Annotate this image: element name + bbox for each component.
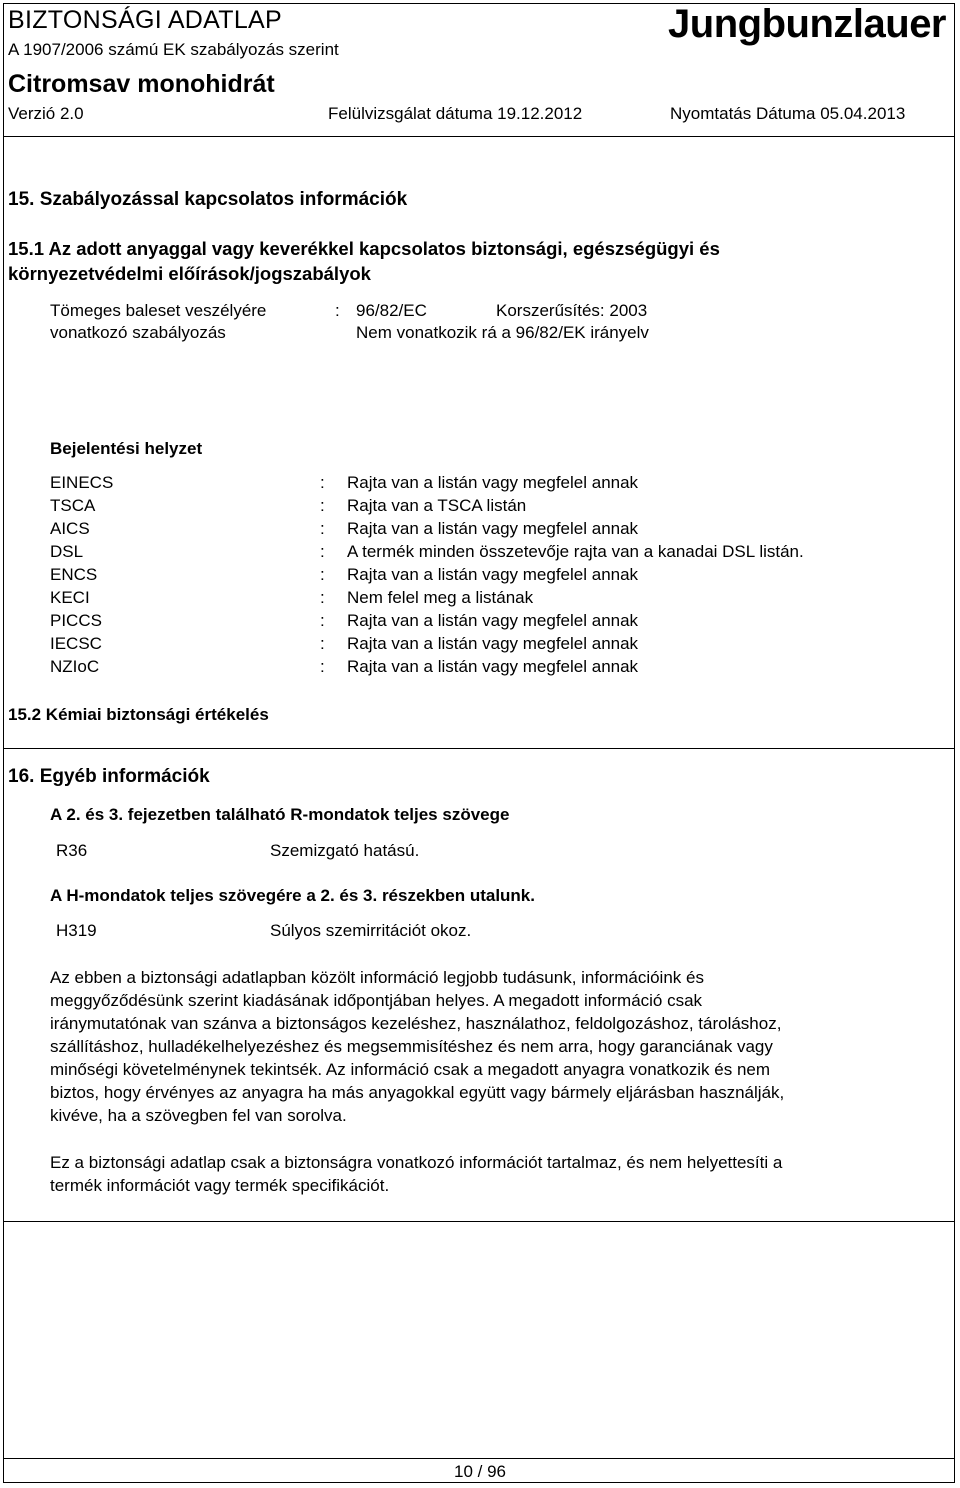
inventory-name: IECSC <box>50 634 102 653</box>
header-divider <box>3 136 955 137</box>
scope-note-line: termék információt vagy termék specifikációt. <box>50 1176 390 1195</box>
inventory-colon: : <box>320 611 325 630</box>
inventory-name: PICCS <box>50 611 102 630</box>
inventory-name: EINECS <box>50 473 114 492</box>
content-end-divider <box>3 1221 955 1222</box>
disclaimer-line: kivéve, ha a szövegben fel van sorolva. <box>50 1106 347 1125</box>
print-date: Nyomtatás Dátuma 05.04.2013 <box>670 104 906 123</box>
brand-logo: Jungbunzlauer <box>668 2 946 46</box>
inventory-name: ENCS <box>50 565 98 584</box>
section-16-title: 16. Egyéb információk <box>8 766 210 787</box>
inventory-status: Rajta van a listán vagy megfelel annak <box>347 657 639 676</box>
inventory-colon: : <box>320 542 325 561</box>
section-15-1-line2: környezetvédelmi előírások/jogszabályok <box>8 263 371 284</box>
inventory-status: Rajta van a listán vagy megfelel annak <box>347 634 639 653</box>
h-code: H319 <box>56 921 97 940</box>
notification-title: Bejelentési helyzet <box>50 439 203 458</box>
footer-divider <box>3 1458 955 1459</box>
inventory-status: Rajta van a listán vagy megfelel annak <box>347 565 639 584</box>
inventory-status: Rajta van a listán vagy megfelel annak <box>347 519 639 538</box>
disclaimer-line: biztos, hogy érvényes az anyagra ha más anyagokkal együtt vagy bármely eljárásban használják, <box>50 1083 785 1102</box>
inventory-colon: : <box>320 496 325 515</box>
inventory-colon: : <box>320 473 325 492</box>
document-title: BIZTONSÁGI ADATLAP <box>8 6 282 34</box>
scope-note-line: Ez a biztonsági adatlap csak a biztonságra vonatkozó információt tartalmaz, és nem helyettesíti a <box>50 1153 783 1172</box>
inventory-status: Rajta van a listán vagy megfelel annak <box>347 473 639 492</box>
accident-label-line2: vonatkozó szabályozás <box>50 323 226 342</box>
disclaimer-paragraph <box>50 966 930 1127</box>
disclaimer-line: iránymutatónak van szánva a biztonságos kezeléshez, használathoz, feldolgozáshoz, tároláshoz, <box>50 1014 782 1033</box>
version-text: Verzió 2.0 <box>8 104 84 123</box>
disclaimer-line: meggyőződésünk szerint kiadásának időpontjában helyes. A megadott információ csak <box>50 991 703 1010</box>
disclaimer-line: szállításhoz, hulladékelhelyezéshez és megsemmisítéshez és nem arra, hogy garanciának vagy <box>50 1037 773 1056</box>
accident-value-line2: Nem vonatkozik rá a 96/82/EK irányelv <box>356 323 649 342</box>
page-frame <box>3 3 955 1483</box>
inventory-status: A termék minden összetevője rajta van a kanadai DSL listán. <box>347 542 804 561</box>
inventory-name: KECI <box>50 588 90 607</box>
section-15-1-line1: 15.1 Az adott anyaggal vagy keverékkel kapcsolatos biztonsági, egészségügyi és <box>8 238 720 259</box>
inventory-name: NZIoC <box>50 657 100 676</box>
h-text: Súlyos szemirritációt okoz. <box>270 921 472 940</box>
inventory-status: Nem felel meg a listának <box>347 588 534 607</box>
h-phrases-heading: A H-mondatok teljes szövegére a 2. és 3. részekben utalunk. <box>50 886 535 905</box>
section-15-title: 15. Szabályozással kapcsolatos információk <box>8 189 408 210</box>
accident-colon: : <box>335 301 340 320</box>
page-number: 10 / 96 <box>454 1462 506 1481</box>
regulation-text: A 1907/2006 számú EK szabályozás szerint <box>8 40 339 59</box>
inventory-status: Rajta van a listán vagy megfelel annak <box>347 611 639 630</box>
r-text: Szemizgató hatású. <box>270 841 420 860</box>
section-divider <box>3 748 955 749</box>
inventory-colon: : <box>320 565 325 584</box>
inventory-colon: : <box>320 634 325 653</box>
scope-note-paragraph <box>50 1151 930 1197</box>
section-15-2-title: 15.2 Kémiai biztonsági értékelés <box>8 705 269 724</box>
disclaimer-line: Az ebben a biztonsági adatlapban közölt információ legjobb tudásunk, információink és <box>50 968 704 987</box>
inventory-name: AICS <box>50 519 90 538</box>
disclaimer-line: minőségi követelménynek tekintsék. Az információ csak a megadott anyagra vonatkozik és nem <box>50 1060 771 1079</box>
product-name: Citromsav monohidrát <box>8 70 275 98</box>
r-phrases-heading: A 2. és 3. fejezetben található R-mondatok teljes szövege <box>50 805 510 824</box>
inventory-colon: : <box>320 519 325 538</box>
accident-update: Korszerűsítés: 2003 <box>496 301 648 320</box>
accident-label-line1: Tömeges baleset veszélyére <box>50 301 267 320</box>
inventory-name: TSCA <box>50 496 96 515</box>
revision-date: Felülvizsgálat dátuma 19.12.2012 <box>328 104 583 123</box>
r-code: R36 <box>56 841 88 860</box>
inventory-colon: : <box>320 657 325 676</box>
inventory-status: Rajta van a TSCA listán <box>347 496 527 515</box>
inventory-colon: : <box>320 588 325 607</box>
accident-code: 96/82/EC <box>356 301 427 320</box>
inventory-name: DSL <box>50 542 84 561</box>
